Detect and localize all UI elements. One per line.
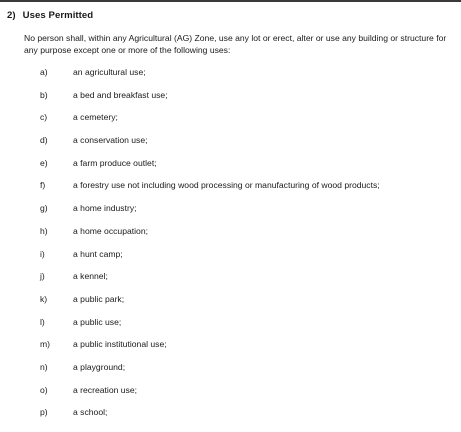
list-item <box>0 339 461 362</box>
item-marker: c) <box>40 112 48 123</box>
list-item <box>0 249 461 272</box>
item-text: an agricultural use; <box>73 67 146 77</box>
item-marker: d) <box>40 135 48 146</box>
list-item <box>0 294 461 317</box>
section-title: Uses Permitted <box>22 10 94 21</box>
item-marker: h) <box>40 225 48 236</box>
item-text: a home industry; <box>73 203 137 214</box>
item-text: a forestry use not including wood processing or manufacturing of wood products; <box>73 180 380 191</box>
top-rule <box>0 0 461 2</box>
list-item <box>0 90 461 113</box>
item-marker: p) <box>40 407 48 418</box>
item-marker: g) <box>40 203 48 214</box>
item-marker: l) <box>40 316 45 327</box>
uses-list <box>0 67 461 430</box>
list-item <box>0 112 461 135</box>
list-item <box>0 67 461 90</box>
item-marker: i) <box>40 248 45 259</box>
item-marker: b) <box>40 89 48 100</box>
item-text: a kennel; <box>73 271 108 282</box>
item-marker: o) <box>40 384 48 395</box>
item-text: a farm produce outlet; <box>73 157 157 168</box>
item-text: a home occupation; <box>73 225 149 236</box>
list-item <box>0 180 461 203</box>
list-item <box>0 226 461 249</box>
item-text: a public park; <box>73 293 125 304</box>
list-item <box>0 135 461 158</box>
item-marker: f) <box>40 180 46 191</box>
item-text: a playground; <box>73 361 126 372</box>
item-marker: j) <box>40 271 45 282</box>
list-item <box>0 317 461 340</box>
item-text: a school; <box>73 407 108 418</box>
item-text: a public use; <box>73 316 122 327</box>
section-number: 2) <box>7 10 16 21</box>
item-marker: n) <box>40 361 48 372</box>
list-item <box>0 271 461 294</box>
item-marker: e) <box>40 157 48 168</box>
item-marker: k) <box>40 293 48 304</box>
list-item <box>0 362 461 385</box>
item-text: a recreation use; <box>73 384 138 395</box>
section-heading <box>7 10 93 21</box>
item-text: a conservation use; <box>73 135 148 146</box>
list-item <box>0 385 461 408</box>
item-text: a hunt camp; <box>73 248 123 259</box>
item-text: a public institutional use; <box>73 339 167 350</box>
list-item <box>0 407 461 430</box>
item-text: a cemetery; <box>73 112 118 123</box>
item-marker: a) <box>40 67 48 77</box>
list-item <box>0 203 461 226</box>
item-text: a bed and breakfast use; <box>73 89 168 100</box>
intro-paragraph: No person shall, within any Agricultural (AG) Zone, use any lot or erect, alter or use any building or structure for any purpose except one or more of the following uses: <box>24 33 447 56</box>
list-item <box>0 158 461 181</box>
item-marker: m) <box>40 339 51 350</box>
